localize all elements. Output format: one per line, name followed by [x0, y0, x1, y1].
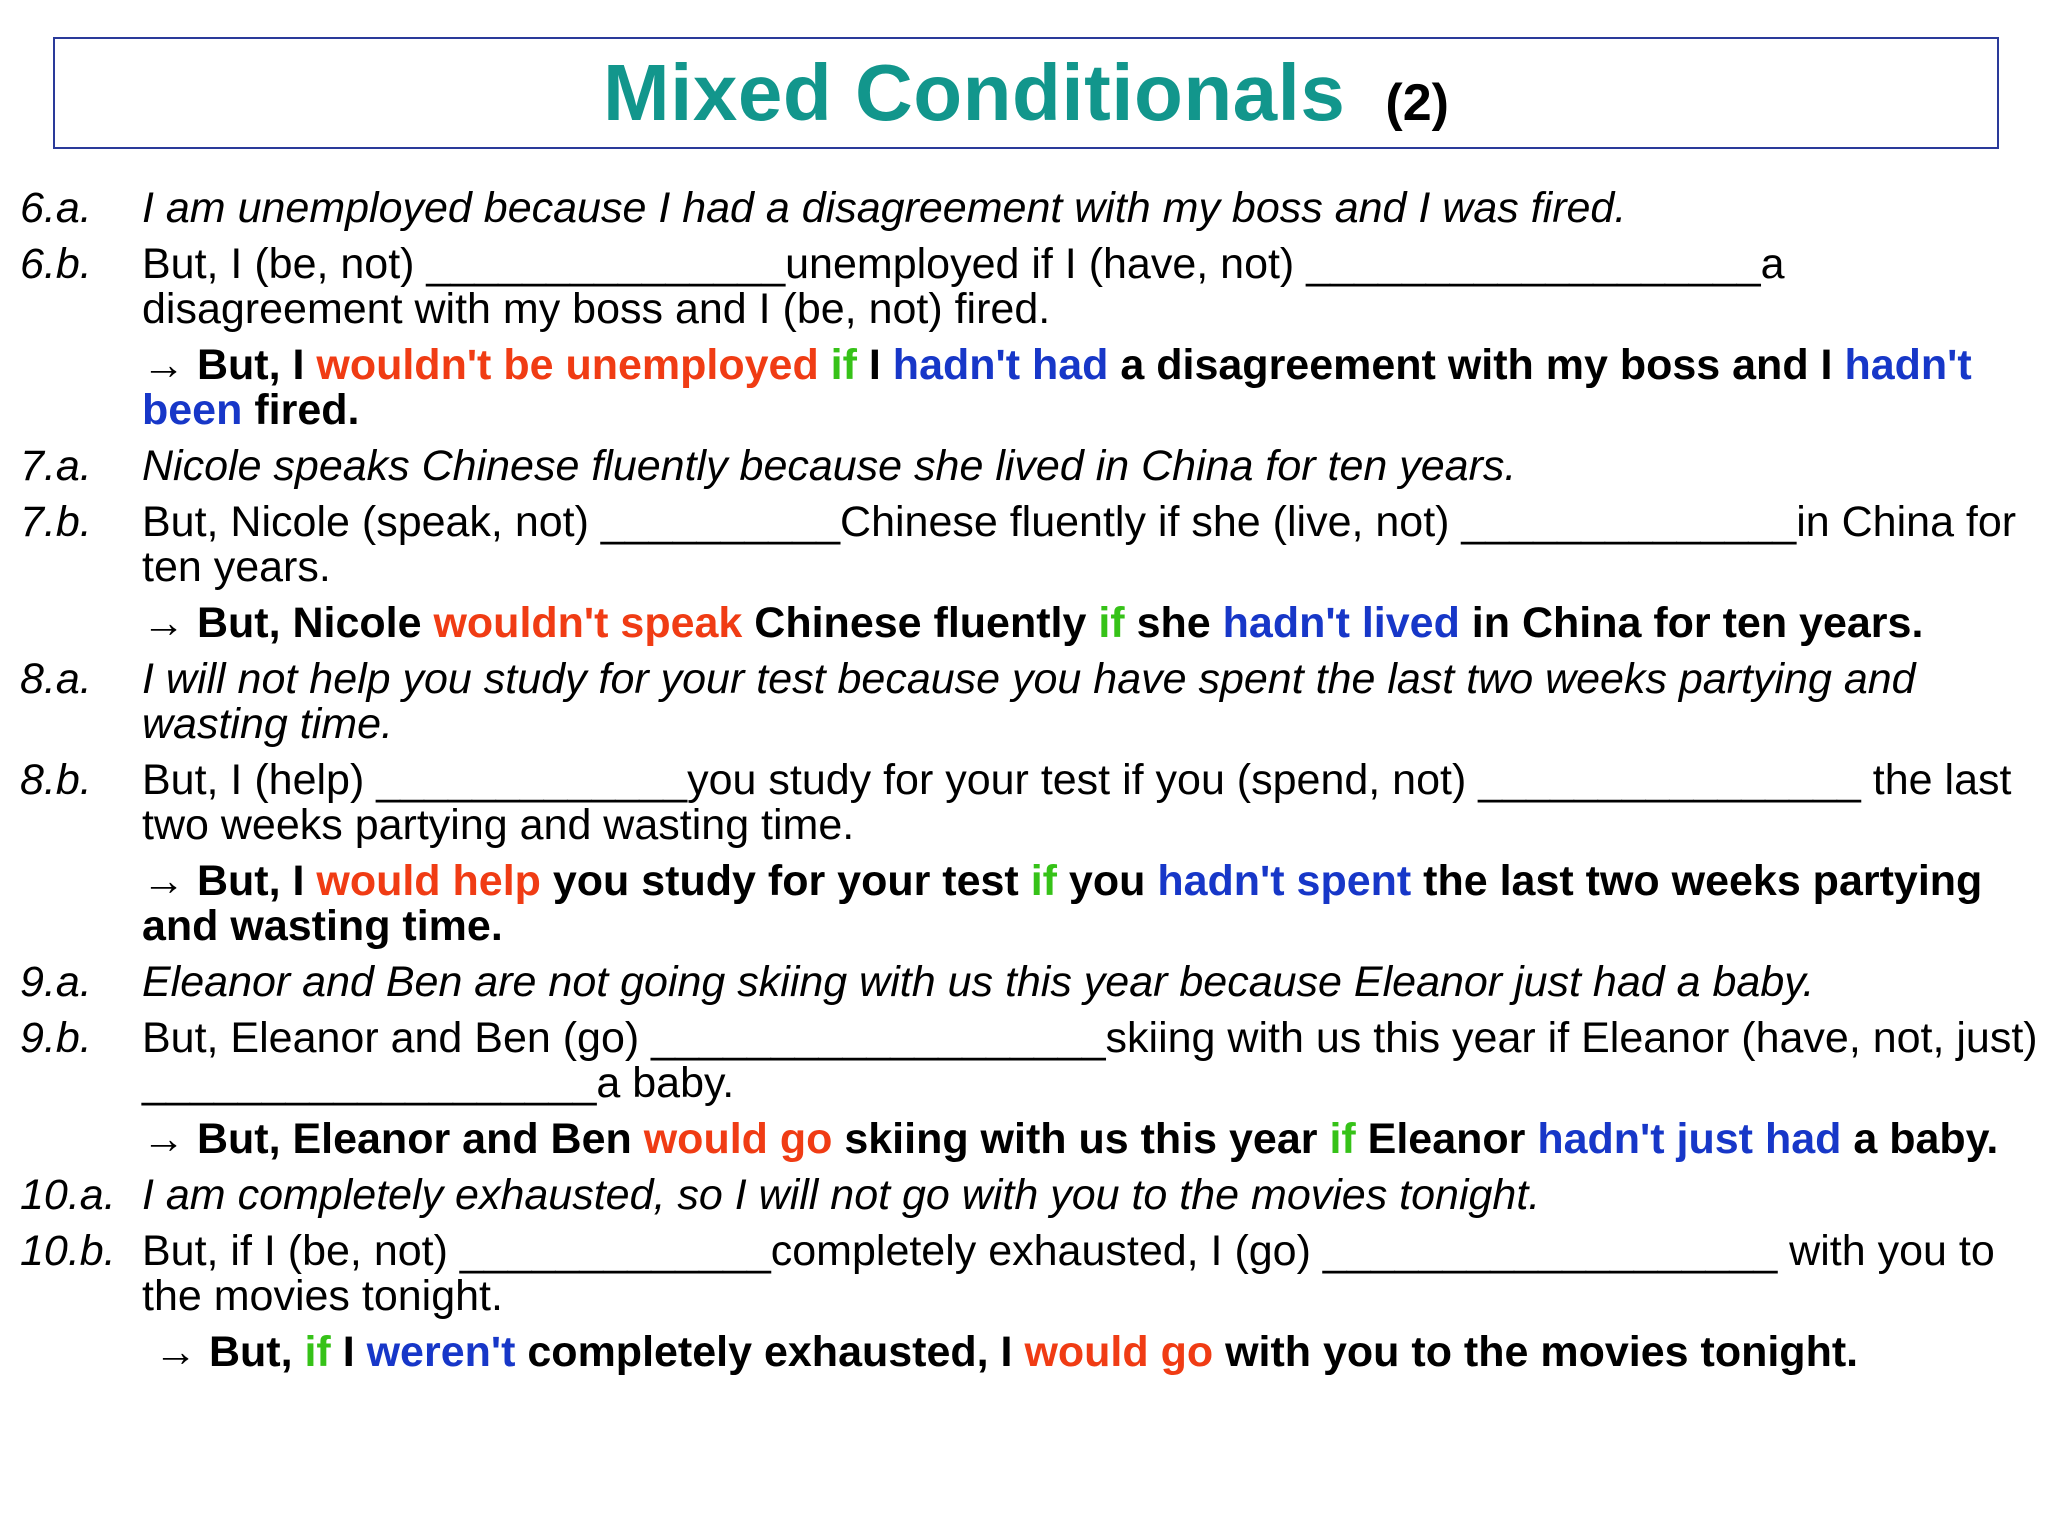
- answer-text: I: [856, 341, 893, 389]
- answer-text: Chinese fluently: [742, 599, 1099, 647]
- highlighted-phrase: hadn't just had: [1537, 1115, 1842, 1163]
- highlighted-phrase: if: [1329, 1115, 1356, 1163]
- highlighted-phrase: hadn't had: [892, 341, 1109, 389]
- item-number: 7.a.: [20, 442, 92, 490]
- exercise-prompt: [20, 500, 2038, 590]
- title-box: [53, 37, 1999, 149]
- answer-text: → But, I: [142, 341, 317, 389]
- item-number: 9.a.: [20, 958, 92, 1006]
- exercise-statement: [20, 186, 2038, 231]
- item-number: 7.b.: [20, 498, 92, 546]
- exercise-list: [20, 186, 2038, 1386]
- answer-sentence: [142, 601, 2038, 646]
- answer-text: [819, 341, 831, 389]
- item-number: 6.b.: [20, 240, 92, 288]
- exercise-statement: [20, 1173, 2038, 1218]
- exercise-prompt: [20, 758, 2038, 848]
- answer-sentence: [142, 859, 2038, 949]
- highlighted-phrase: would go: [643, 1115, 833, 1163]
- highlighted-phrase: would go: [1024, 1328, 1214, 1376]
- answer-text: completely exhausted, I: [515, 1328, 1025, 1376]
- highlighted-phrase: hadn't lived: [1222, 599, 1460, 647]
- highlighted-phrase: if: [1098, 599, 1125, 647]
- item-number: 8.b.: [20, 756, 92, 804]
- prompt-text: But, Eleanor and Ben (go) ___________________skiing with us this year if Eleanor (have, not, just) ___________________a baby.: [142, 1014, 2038, 1107]
- item-number: 8.a.: [20, 655, 92, 703]
- exercise-statement: [20, 657, 2038, 747]
- answer-text: I: [330, 1328, 367, 1376]
- highlighted-phrase: would help: [316, 857, 541, 905]
- item-number: 10.b.: [20, 1227, 116, 1275]
- highlighted-phrase: wouldn't speak: [433, 599, 743, 647]
- statement-text: I am unemployed because I had a disagreement with my boss and I was fired.: [142, 184, 1627, 232]
- answer-text: → But, Nicole: [142, 599, 434, 647]
- answer-sentence: [142, 1117, 2038, 1162]
- answer-text: you study for your test: [540, 857, 1031, 905]
- prompt-text: But, if I (be, not) _____________completely exhausted, I (go) ___________________ with you to the movies tonight.: [142, 1227, 1995, 1320]
- prompt-text: But, Nicole (speak, not) __________Chinese fluently if she (live, not) ______________in China for ten years.: [142, 498, 2017, 591]
- statement-text: Eleanor and Ben are not going skiing with us this year because Eleanor just had a baby.: [142, 958, 1815, 1006]
- highlighted-phrase: hadn't spent: [1157, 857, 1412, 905]
- highlighted-phrase: weren't: [366, 1328, 516, 1376]
- exercise-statement: [20, 444, 2038, 489]
- exercise-statement: [20, 960, 2038, 1005]
- answer-sentence: [154, 1330, 2038, 1375]
- answer-text: a disagreement with my boss and I: [1108, 341, 1845, 389]
- page-subtitle: (2): [1385, 74, 1449, 132]
- highlighted-phrase: hadn't been: [142, 341, 1972, 434]
- answer-text: you: [1056, 857, 1158, 905]
- highlighted-phrase: if: [1030, 857, 1057, 905]
- answer-text: with you to the movies tonight.: [1213, 1328, 1859, 1376]
- answer-text: → But, Eleanor and Ben: [142, 1115, 644, 1163]
- answer-text: → But, I: [142, 857, 317, 905]
- item-number: 6.a.: [20, 184, 92, 232]
- prompt-text: But, I (be, not) _______________unemployed if I (have, not) ___________________a disagreement with my boss and I (be, not) fired.: [142, 240, 1785, 333]
- statement-text: Nicole speaks Chinese fluently because she lived in China for ten years.: [142, 442, 1517, 490]
- statement-text: I will not help you study for your test because you have spent the last two weeks partying and wasting time.: [142, 655, 1916, 748]
- answer-text: fired.: [242, 386, 360, 434]
- answer-text: a baby.: [1841, 1115, 1999, 1163]
- highlighted-phrase: if: [304, 1328, 331, 1376]
- answer-text: skiing with us this year: [832, 1115, 1330, 1163]
- exercise-prompt: [20, 1016, 2038, 1106]
- answer-text: Eleanor: [1355, 1115, 1538, 1163]
- answer-sentence: [142, 343, 2038, 433]
- exercise-prompt: [20, 1229, 2038, 1319]
- item-number: 9.b.: [20, 1014, 92, 1062]
- answer-text: in China for ten years.: [1459, 599, 1924, 647]
- answer-text: the last two weeks partying and wasting time.: [142, 857, 1983, 950]
- highlighted-phrase: wouldn't be unemployed: [316, 341, 819, 389]
- item-number: 10.a.: [20, 1171, 116, 1219]
- answer-text: she: [1124, 599, 1223, 647]
- highlighted-phrase: if: [830, 341, 857, 389]
- exercise-prompt: [20, 242, 2038, 332]
- page-title: Mixed Conditionals: [603, 48, 1346, 137]
- answer-text: → But,: [154, 1328, 305, 1376]
- statement-text: I am completely exhausted, so I will not go with you to the movies tonight.: [142, 1171, 1541, 1219]
- prompt-text: But, I (help) _____________you study for your test if you (spend, not) ________________ the last two weeks partying and wasting time.: [142, 756, 2012, 849]
